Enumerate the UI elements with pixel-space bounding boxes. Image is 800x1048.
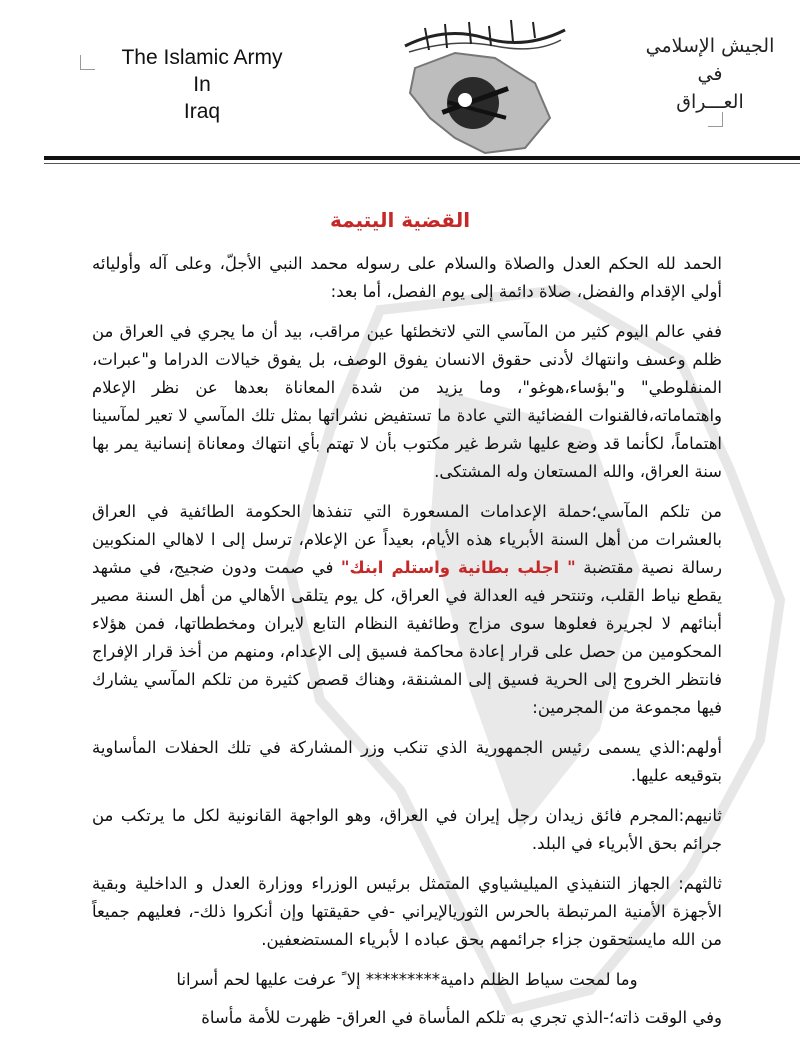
paragraph: الحمد لله الحكم العدل والصلاة والسلام على رسوله محمد النبي الأجلّ، وعلى آله وأوليائه أولي الإقدام والفضل، صلاة دائمة إلى يوم الفصل، أما بعد: [92, 254, 722, 301]
org-name-ar-line: الجيش الإسلامي [645, 35, 775, 57]
org-name-en-line: The Islamic Army [121, 46, 283, 69]
header-divider [44, 156, 800, 160]
org-name-en-line: Iraq [183, 100, 221, 123]
paragraph: ففي عالم اليوم كثير من المآسي التي لاتخطئها عين مراقب، بيد أن ما يجري في العراق من ظلم وعسف وانتهاك لأدنى حقوق الانسان يفوق الوصف، بل يفوق خيالات الدراما و"عبرات، المنفلوطي" و"بؤساء،هوغو"، وما يزيد من شدة المعاناة بعدها عن نظر الإعلام واهتماماته،فالقنوات الفضائية التي عادة ما تستفيض نشراتها بمثل تلك المآسي لا تعير لمآسينا اهتماماً، لكأنما قد وضع عليها شرط غير مكتوب بأن لا تهتم بأي انتهاك ومعاناة إنسانية يمر بها سنة العراق، والله المستعان وله المشتكى. [92, 322, 722, 481]
paragraph: وفي الوقت ذاته؛-الذي تجري به تلكم المأساة في العراق- ظهرت للأمة مأساة [201, 1008, 722, 1027]
article-title: القضية اليتيمة [329, 208, 471, 232]
org-name-en-line: In [193, 73, 211, 96]
paragraph: ثالثهم: الجهاز التنفيذي الميليشياوي المتمثل برئيس الوزراء ووزارة العدل و الداخلية وبقية الأجهزة الأمنية المرتبطة بالحرس الثوريالإيراني -في حقيقتها وإن أنكروا ذلك-، فعليهم جميعاً من الله مايستحقون جزاء جرائمهم بحق عباده ا لأبرياء المستضعفين. [92, 874, 722, 949]
paragraph-text: في صمت ودون ضجيج، في مشهد يقطع نياط القلب، وتنتحر فيه العدالة في العراق، كل يوم يتلقى الأهالي من أهل السنة مصير أبنائهم لا لجريرة فعلوها سوى مزاج وطائفية النظام التابع لايران ومخططاتها، فمن هؤلاء المحكومين من حصل على قرار إعادة محاكمة فسيق إلى الإعدام، ومنهم من أخذ قرار الإفراج فانتظر الخروج إلى الحرية فسيق إلى المشنقة، وهناك قصص كثيرة من تلكم المآسي يشارك فيها مجموعة من المجرمين: [92, 558, 722, 717]
organization-name-arabic [620, 32, 800, 116]
organization-name-english [102, 44, 302, 125]
paragraph: أولهم:الذي يسمى رئيس الجمهورية الذي تنكب وزر المشاركة في تلك الحفلات المأساوية بتوقيعه عليها. [92, 738, 722, 785]
paragraph: ثانيهم:المجرم فائق زيدان رجل إيران في العراق، وهو الواجهة القانونية لكل ما يرتكب من جرائم بحق الأبرياء في البلد. [92, 806, 722, 853]
org-name-ar-line: العـــراق [676, 91, 744, 113]
letterhead [0, 0, 800, 170]
paragraph-text: من تلكم المآسي؛حملة الإعدامات المسعورة التي تنفذها الحكومة الطائفية في العراق بالعشرات من أهل السنة الأبرياء هذه الأيام، بعيداً عن الإعلام، ترسل إلى ا لاهالي المنكوبين رسالة نصية مقتضبة [92, 502, 723, 577]
highlighted-quote: " اجلب بطانية واستلم ابنك" [340, 558, 576, 577]
org-name-ar-line: في [697, 63, 723, 85]
crop-mark [80, 55, 95, 70]
poetry-verse: وما لمحت سياط الظلم دامية********* إلا ً عرفت عليها لحم أسرانا [176, 970, 638, 989]
header-divider-thin [44, 163, 800, 164]
paragraph [92, 498, 722, 722]
organization-logo [385, 8, 575, 158]
article-body [92, 250, 722, 1044]
